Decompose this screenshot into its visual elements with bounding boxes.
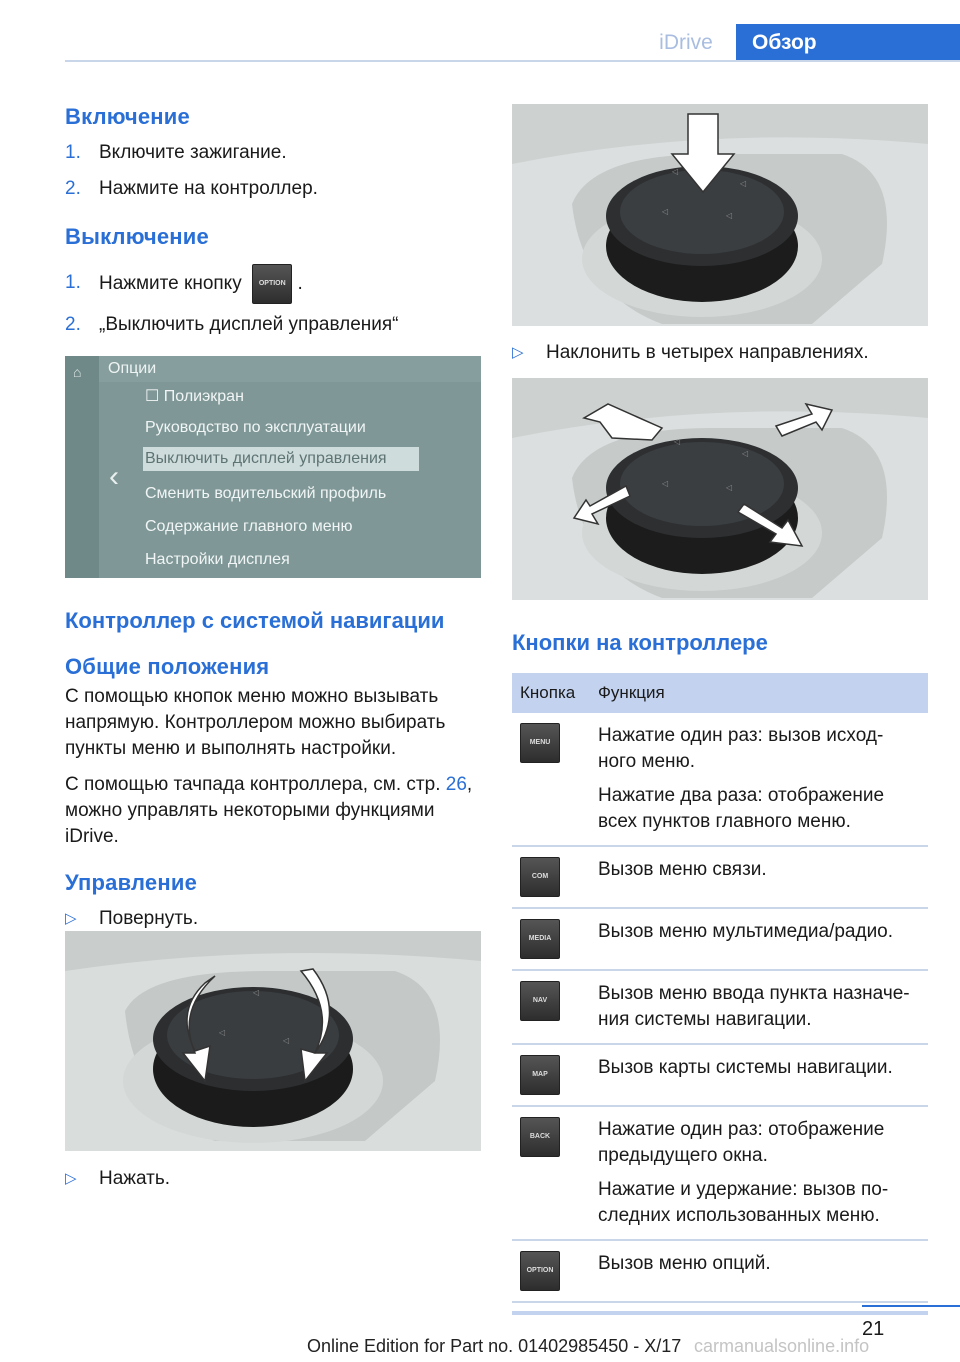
function-cell [590,970,928,1044]
list-item: 2. „Выключить дисплей управления“ [65,314,399,335]
function-text: Вызов карты системы навигации. [598,1057,893,1078]
options-menu-screenshot: ⌂ Опции ‹ ☐ Полиэкран Руководство по эксплуатации Выключить дисплей управления Сменить водительский профиль Содержание главного меню Настройки дисплея [65,356,481,578]
function-text: Нажатие и удержание: вызов по-следних использованных меню. [598,1179,889,1226]
control-heading: Управление [65,870,198,895]
table-row [512,1240,928,1302]
controller-tilt-image [512,378,928,600]
table-bottom-rule [512,1311,928,1315]
map-button-icon: MAP [520,1055,560,1095]
function-text: Вызов меню связи. [598,859,767,880]
controller-press-image [512,104,928,326]
table-row [512,908,928,970]
section-label: iDrive [659,31,713,54]
function-text: Нажатие два раза: отображение всех пунктов главного меню. [598,785,885,832]
svg-text:◁: ◁ [253,988,260,997]
svg-text:◁: ◁ [672,167,679,176]
table-row [512,846,928,908]
footer-rule [862,1305,960,1307]
table-row [512,970,928,1044]
function-cell [590,1044,928,1106]
svg-text:◁: ◁ [740,179,747,188]
column-header: Функция [590,673,928,713]
table-row [512,713,928,846]
button-cell [512,846,590,908]
button-cell [512,1240,590,1302]
function-text: Нажатие один раз: отображение предыдущего окна. [598,1119,885,1166]
button-cell [512,908,590,970]
back-button-icon: BACK [520,1117,560,1157]
svg-text:◁: ◁ [742,449,749,458]
list-item: ▷ Повернуть. [65,908,199,929]
function-cell [590,908,928,970]
function-text: Вызов меню опций. [598,1253,771,1274]
chevron-left-icon: ‹ [109,460,119,493]
watermark: carmanualsonline.info [694,1336,870,1356]
header-rule [65,60,960,62]
list-item: 2. Нажмите на контроллер. [65,178,318,199]
svg-text:◁: ◁ [674,437,681,446]
on-heading: Включение [65,104,190,129]
function-cell [590,1240,928,1302]
column-header: Кнопка [512,673,590,713]
edition-note: Online Edition for Part no. 01402985450 - X/17 [307,1336,682,1356]
list-item: ▷ Нажать. [65,1168,171,1189]
paragraph: С помощью тачпада контроллера, см. стр. 26, можно управлять некоторыми функциями iDrive. [65,774,473,847]
page-link[interactable]: 26 [445,774,467,795]
button-cell [512,970,590,1044]
list-item: 1. Нажмите кнопку OPTION . [65,264,481,304]
list-item: 1. Включите зажигание. [65,142,287,163]
function-text: Нажатие один раз: вызов исход-ного меню. [598,725,884,772]
button-cell [512,1044,590,1106]
table-row [512,1044,928,1106]
svg-text:◁: ◁ [662,479,669,488]
button-cell [512,713,590,846]
function-text: Вызов меню мультимедиа/радио. [598,921,894,942]
nav-controller-heading: Контроллер с системой навигации [65,608,445,633]
svg-text:◁: ◁ [726,483,733,492]
function-cell [590,1106,928,1240]
list-item: ▷ Наклонить в четырех направлениях. [512,342,869,363]
option-button-icon: OPTION [520,1251,560,1291]
media-button-icon: MEDIA [520,919,560,959]
function-text: Вызов меню ввода пункта назначе-ния системы навигации. [598,983,910,1030]
buttons-table [512,673,928,1315]
off-heading: Выключение [65,224,209,249]
svg-text:◁: ◁ [283,1036,290,1045]
function-cell [590,846,928,908]
chapter-tab[interactable]: Обзор [736,24,960,62]
svg-text:◁: ◁ [219,1028,226,1037]
controller-rotate-image [65,931,481,1151]
svg-text:◁: ◁ [662,207,669,216]
page-number: 21 [862,1318,885,1340]
buttons-heading: Кнопки на контроллере [512,630,768,655]
svg-text:◁: ◁ [726,211,733,220]
button-cell [512,1106,590,1240]
function-cell [590,713,928,846]
table-row [512,1106,928,1240]
nav-button-icon: NAV [520,981,560,1021]
menu-button-icon: MENU [520,723,560,763]
paragraph: С помощью кнопок меню можно вызывать напрямую. Контроллером можно выбирать пункты меню и выполнять настройки. [65,686,446,759]
home-icon: ⌂ [73,364,82,380]
com-button-icon: COM [520,857,560,897]
option-button-icon: OPTION [252,264,292,304]
general-heading: Общие положения [65,654,270,679]
